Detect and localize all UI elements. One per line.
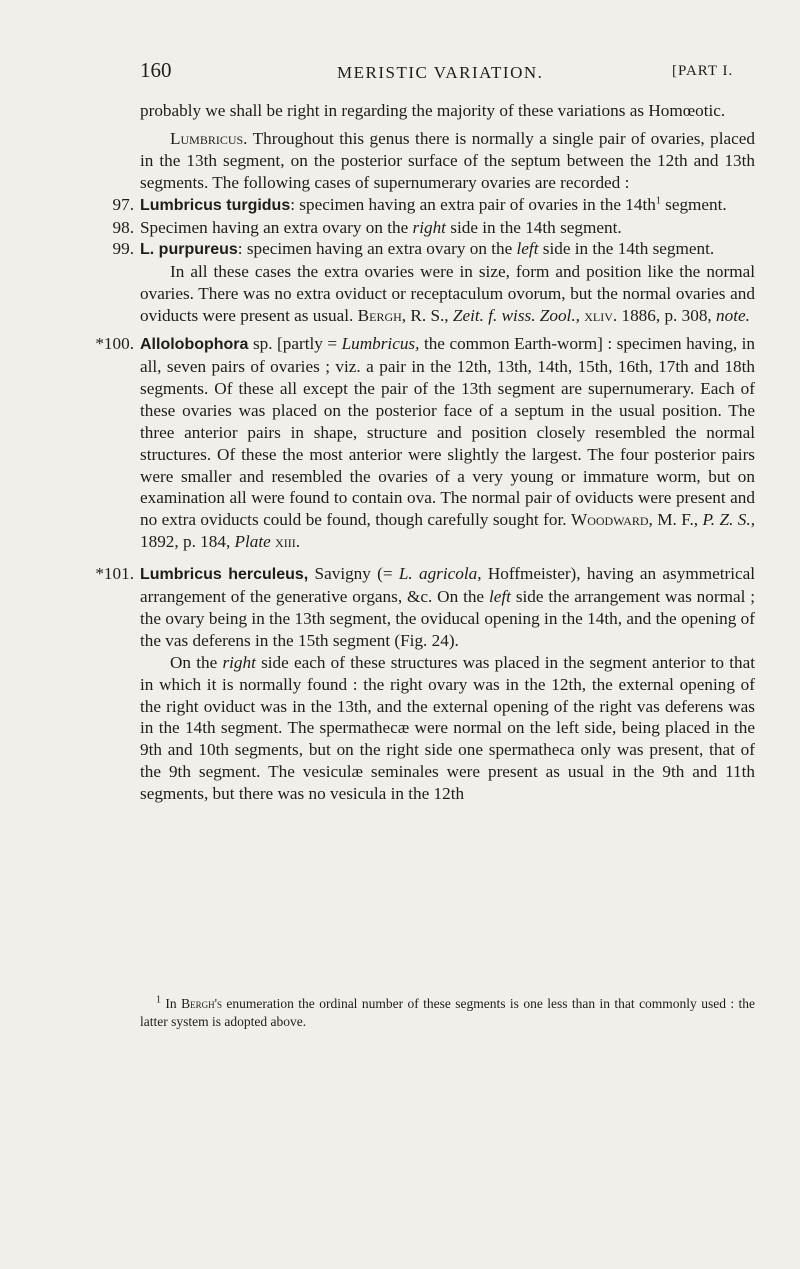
footnote-author: Bergh's (181, 996, 223, 1011)
part-label: [PART I. (672, 63, 734, 79)
species-name: Allolobophora (140, 336, 249, 354)
page-header (140, 58, 765, 88)
entry-99-note: In all these cases the extra ovaries were in size, form and position like the normal ovaries. There was no extra oviduct or receptaculum ovorum, but the normal ovaries and oviducts were present as usual. Bergh, R. S., Zeit. f. wiss. Zool., xliv. 1886, p. 308, note. (140, 262, 755, 326)
body-text (95, 100, 756, 805)
species-name: L. purpureus (140, 241, 238, 259)
entry-number: 98. (112, 217, 134, 237)
footnote-marker: 1 (156, 994, 161, 1006)
genus-text: Throughout this genus there is normally a single pair of ovaries, placed in the 13th segment, on the posterior surface of the septum between the 12th and 13th segments. The following cases of supernumerary ovaries are recorded : (140, 128, 755, 192)
species-name: Lumbricus herculeus, (140, 566, 309, 584)
species-name: Lumbricus turgidus (140, 196, 291, 214)
reference-author: Woodward, M. F., (570, 510, 699, 530)
page-number: 160 (140, 58, 172, 82)
entry-98: 98. Specimen having an extra ovary on the right side in the 14th segment. (140, 217, 755, 239)
entry-number: 99. (112, 239, 134, 259)
reference-author: Bergh, R. S., (357, 306, 449, 326)
lumbricus-paragraph (140, 128, 755, 194)
running-title: MERISTIC VARIATION. (337, 63, 544, 82)
entry-100: *100. Allolobophora sp. [partly = Lumbricus, the common Earth-worm] : specimen having, in all, seven pairs of ovaries ; viz. a pair in the 12th, 13th, 14th, 15th, 16th, 17th and 18th segments. Of these all except the pair of the 13th segment are supernumerary. Each of these ovaries was placed on the posterior face of a septum in the usual position. The three anterior pairs in shape, structure and position closely resembled the normal structures. Of these the most anterior were slightly the largest. The four posterior pairs were smaller and resembled the ovaries of a very young or immature worm, but on examination all were found to contain ova. The normal pair of oviducts were present and no extra oviducts could be found, though carefully sought for. Woodward, M. F., P. Z. S., 1892, p. 184, Plate xiii. (140, 333, 755, 553)
intro-paragraph: probably we shall be right in regarding the majority of these variations as Homœotic. (140, 101, 726, 120)
entry-97: 97. Lumbricus turgidus: specimen having an extra pair of ovaries in the $14th^1$ segment. (140, 194, 755, 217)
entry-number: 97. (112, 194, 134, 214)
genus-heading: Lumbricus. (170, 128, 248, 148)
entry-number: *100. (95, 334, 134, 354)
entry-101: *101. Lumbricus herculeus, Savigny (= L. agricola, Hoffmeister), having an asymmetrical arrangement of the generative organs, &c. On the left side the arrangement was normal ; the ovary being in the 13th segment, the oviducal opening in the 14th, and the opening of the vas deferens in the 15th segment (Fig. 24). On the right side each of these structures was placed in the segment anterior to that in which it is normally found : the right ovary was in the 12th, the external opening of the right oviduct was in the 13th, and the external opening of the right vas deferens was in the 14th segment. The spermathecæ were normal on the left side, being placed in the 9th and 10th segments, but on the right side one spermatheca only was present, that of the 9th segment. The vesiculæ seminales were present as usual in the 9th and 11th segments, but there was no vesicula in the 12th (140, 563, 755, 805)
entry-number: *101. (95, 564, 134, 584)
footnote-ref: 1 (655, 194, 661, 206)
footnote: $^1$ In Bergh's enumeration the ordinal number of these segments is one less than in that commonly used : the latter system is adopted above. (140, 994, 756, 1029)
entry-99: 99. L. purpureus: specimen having an extra ovary on the left side in the 14th segment. In all these cases the extra ovaries were in size, form and position like the normal ovaries. There was no extra oviduct or receptaculum ovorum, but the normal ovaries and oviducts were present as usual. Bergh, R. S., Zeit. f. wiss. Zool., xliv. 1886, p. 308, note. (140, 238, 755, 327)
